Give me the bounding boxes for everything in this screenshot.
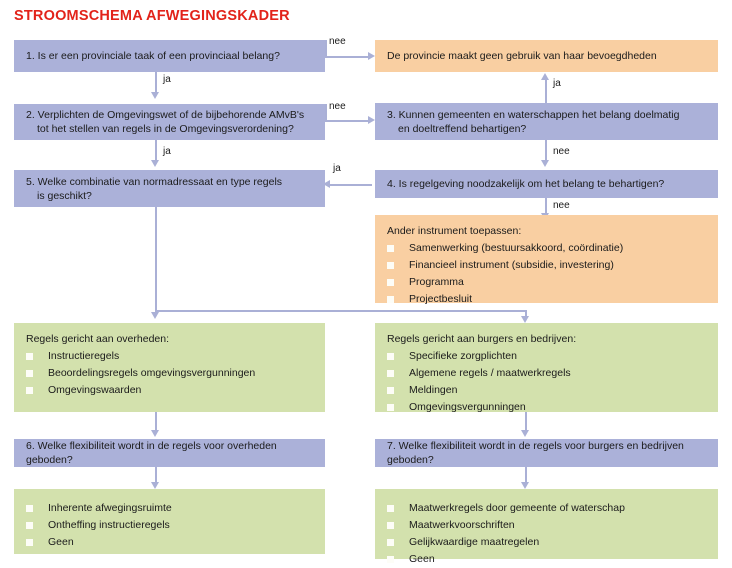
list-item-label: Instructieregels	[48, 350, 120, 362]
list-item-label: Programma	[409, 276, 464, 288]
decision-box-q3[interactable]	[375, 103, 718, 140]
list-item[interactable]	[387, 500, 625, 517]
list-item-label: Omgevingsvergunningen	[409, 401, 526, 413]
q7-line1: 7. Welke flexibiliteit wordt in de regels voor burgers en bedrijven geboden?	[387, 440, 684, 466]
edge-label-q4-other: nee	[553, 200, 570, 211]
list-item[interactable]	[387, 240, 623, 257]
q5-line2: is geschikt?	[37, 189, 92, 202]
arrow-q1-q2	[151, 92, 159, 99]
decision-box-q6-text	[26, 439, 317, 467]
list-item[interactable]	[387, 365, 571, 382]
other-instrument-list	[387, 240, 623, 308]
q3-line2: en doeltreffend behartigen?	[398, 122, 527, 135]
connector-q2-q3-h	[325, 120, 370, 122]
connector-q3-noauth	[545, 79, 547, 103]
arrow-q7-flex	[521, 482, 529, 489]
connector-rulesauth-q6	[155, 412, 157, 432]
list-item-label: Omgevingswaarden	[48, 384, 142, 396]
arrow-rulescit-q7	[521, 430, 529, 437]
decision-box-q5[interactable]	[14, 170, 325, 207]
list-item[interactable]	[387, 291, 623, 308]
arrow-q6-flex	[151, 482, 159, 489]
rules-authorities-header: Regels gericht aan overheden:	[26, 333, 170, 345]
list-item[interactable]	[387, 348, 571, 365]
decision-box-q3-text	[387, 108, 710, 136]
bullet-square-icon	[387, 522, 394, 529]
list-item[interactable]	[26, 500, 172, 517]
list-item-label: Maatwerkvoorschriften	[409, 519, 515, 531]
bullet-square-icon	[387, 556, 394, 563]
connector-q4-q5-h	[330, 184, 372, 186]
outcome-box-rules-citizens[interactable]	[375, 323, 718, 412]
bullet-square-icon	[387, 279, 394, 286]
q5-line1: 5. Welke combinatie van normadressaat en type regels	[26, 175, 283, 188]
connector-q2-q5	[155, 140, 157, 162]
flex-citizens-list	[387, 500, 625, 568]
noauth-line1: De provincie maakt geen gebruik van haar bevoegdheden	[387, 50, 657, 62]
outcome-box-flex-citizens[interactable]	[375, 489, 718, 565]
connector-q1-q2	[155, 72, 157, 94]
outcome-box-no-authority-text	[387, 49, 710, 63]
outcome-box-other-instrument[interactable]	[375, 215, 718, 303]
connector-q1-noauth-v	[325, 40, 327, 57]
bullet-square-icon	[387, 296, 394, 303]
arrow-q2-q3	[368, 116, 375, 124]
bullet-square-icon	[26, 505, 33, 512]
list-item-label: Projectbesluit	[409, 293, 473, 305]
edge-label-q2-q5: ja	[163, 146, 171, 157]
decision-box-q7[interactable]	[375, 439, 718, 467]
list-item-label: Ontheffing instructieregels	[48, 519, 170, 531]
outcome-box-flex-authorities[interactable]	[14, 489, 325, 554]
edge-label-q4-q5: ja	[333, 163, 341, 174]
list-item-label: Samenwerking (bestuursakkoord, coördinatie)	[409, 242, 624, 254]
outcome-box-no-authority[interactable]	[375, 40, 718, 72]
decision-box-q4[interactable]	[375, 170, 718, 198]
arrow-q5-rules-authorities	[151, 312, 159, 319]
bullet-square-icon	[387, 353, 394, 360]
decision-box-q7-text	[387, 439, 710, 467]
decision-box-q2-text	[26, 108, 317, 136]
q2-line2: tot het stellen van regels in de Omgevingsverordening?	[37, 123, 294, 135]
decision-box-q5-text	[26, 175, 317, 203]
bullet-square-icon	[26, 353, 33, 360]
list-item[interactable]	[26, 517, 172, 534]
bullet-square-icon	[387, 539, 394, 546]
bullet-square-icon	[387, 387, 394, 394]
list-item-label: Inherente afwegingsruimte	[48, 502, 172, 514]
connector-q3-q4	[545, 140, 547, 162]
decision-box-q4-text	[387, 177, 710, 191]
q3-line1: 3. Kunnen gemeenten en waterschappen het belang doelmatig	[387, 108, 680, 121]
arrow-q1-noauth	[368, 52, 375, 60]
decision-box-q1[interactable]	[14, 40, 325, 72]
other-instrument-header: Ander instrument toepassen:	[387, 225, 522, 237]
decision-box-q6[interactable]	[14, 439, 325, 467]
list-item[interactable]	[387, 534, 625, 551]
rules-authorities-list	[26, 348, 255, 399]
outcome-box-rules-authorities[interactable]	[14, 323, 325, 412]
bullet-square-icon	[26, 539, 33, 546]
q6-line1: 6. Welke flexibiliteit wordt in de regels voor overheden geboden?	[26, 440, 277, 466]
arrow-q3-q4	[541, 160, 549, 167]
decision-box-q1-text	[26, 49, 317, 63]
connector-q5-split-v	[155, 207, 157, 312]
list-item-label: Geen	[409, 553, 435, 565]
edge-label-q3-q4: nee	[553, 146, 570, 157]
list-item-label: Maatwerkregels door gemeente of waterschap	[409, 502, 625, 514]
q1-line1: 1. Is er een provinciale taak of een provinciaal belang?	[26, 50, 280, 62]
arrow-q2-q5	[151, 160, 159, 167]
list-item[interactable]	[26, 348, 255, 365]
bullet-square-icon	[387, 404, 394, 411]
bullet-square-icon	[387, 245, 394, 252]
page-title: STROOMSCHEMA AFWEGINGSKADER	[14, 8, 290, 24]
edge-label-q1-noauth: nee	[329, 36, 346, 47]
list-item-label: Geen	[48, 536, 74, 548]
list-item-label: Algemene regels / maatwerkregels	[409, 367, 571, 379]
list-item[interactable]	[387, 517, 625, 534]
connector-q5-split-h	[155, 310, 527, 312]
edge-label-q2-q3: nee	[329, 101, 346, 112]
bullet-square-icon	[26, 370, 33, 377]
list-item-label: Meldingen	[409, 384, 458, 396]
bullet-square-icon	[26, 522, 33, 529]
list-item-label: Specifieke zorgplichten	[409, 350, 517, 362]
list-item[interactable]	[26, 365, 255, 382]
list-item-label: Beoordelingsregels omgevingsvergunningen	[48, 367, 256, 379]
edge-label-q3-noauth: ja	[553, 78, 561, 89]
bullet-square-icon	[387, 505, 394, 512]
bullet-square-icon	[387, 370, 394, 377]
bullet-square-icon	[26, 387, 33, 394]
list-item[interactable]	[26, 382, 255, 399]
list-item[interactable]	[387, 274, 623, 291]
q2-line1: 2. Verplichten de Omgevingswet of de bijbehorende AMvB's	[26, 109, 305, 121]
flex-authorities-list	[26, 500, 172, 551]
arrow-q5-rules-citizens	[521, 316, 529, 323]
bullet-square-icon	[387, 262, 394, 269]
connector-q2-q3-v	[325, 104, 327, 121]
list-item[interactable]	[387, 257, 623, 274]
rules-citizens-list	[387, 348, 571, 416]
rules-citizens-header: Regels gericht aan burgers en bedrijven:	[387, 333, 577, 345]
list-item-label: Gelijkwaardige maatregelen	[409, 536, 540, 548]
list-item[interactable]	[387, 382, 571, 399]
list-item[interactable]	[387, 399, 571, 416]
q4-line1: 4. Is regelgeving noodzakelijk om het belang te behartigen?	[387, 178, 665, 190]
decision-box-q2[interactable]	[14, 104, 325, 140]
connector-q1-noauth-h	[325, 56, 370, 58]
arrow-rulesauth-q6	[151, 430, 159, 437]
list-item[interactable]	[387, 551, 625, 568]
list-item-label: Financieel instrument (subsidie, investering)	[409, 259, 614, 271]
arrow-q3-noauth	[541, 73, 549, 80]
edge-label-q1-q2: ja	[163, 74, 171, 85]
list-item[interactable]	[26, 534, 172, 551]
